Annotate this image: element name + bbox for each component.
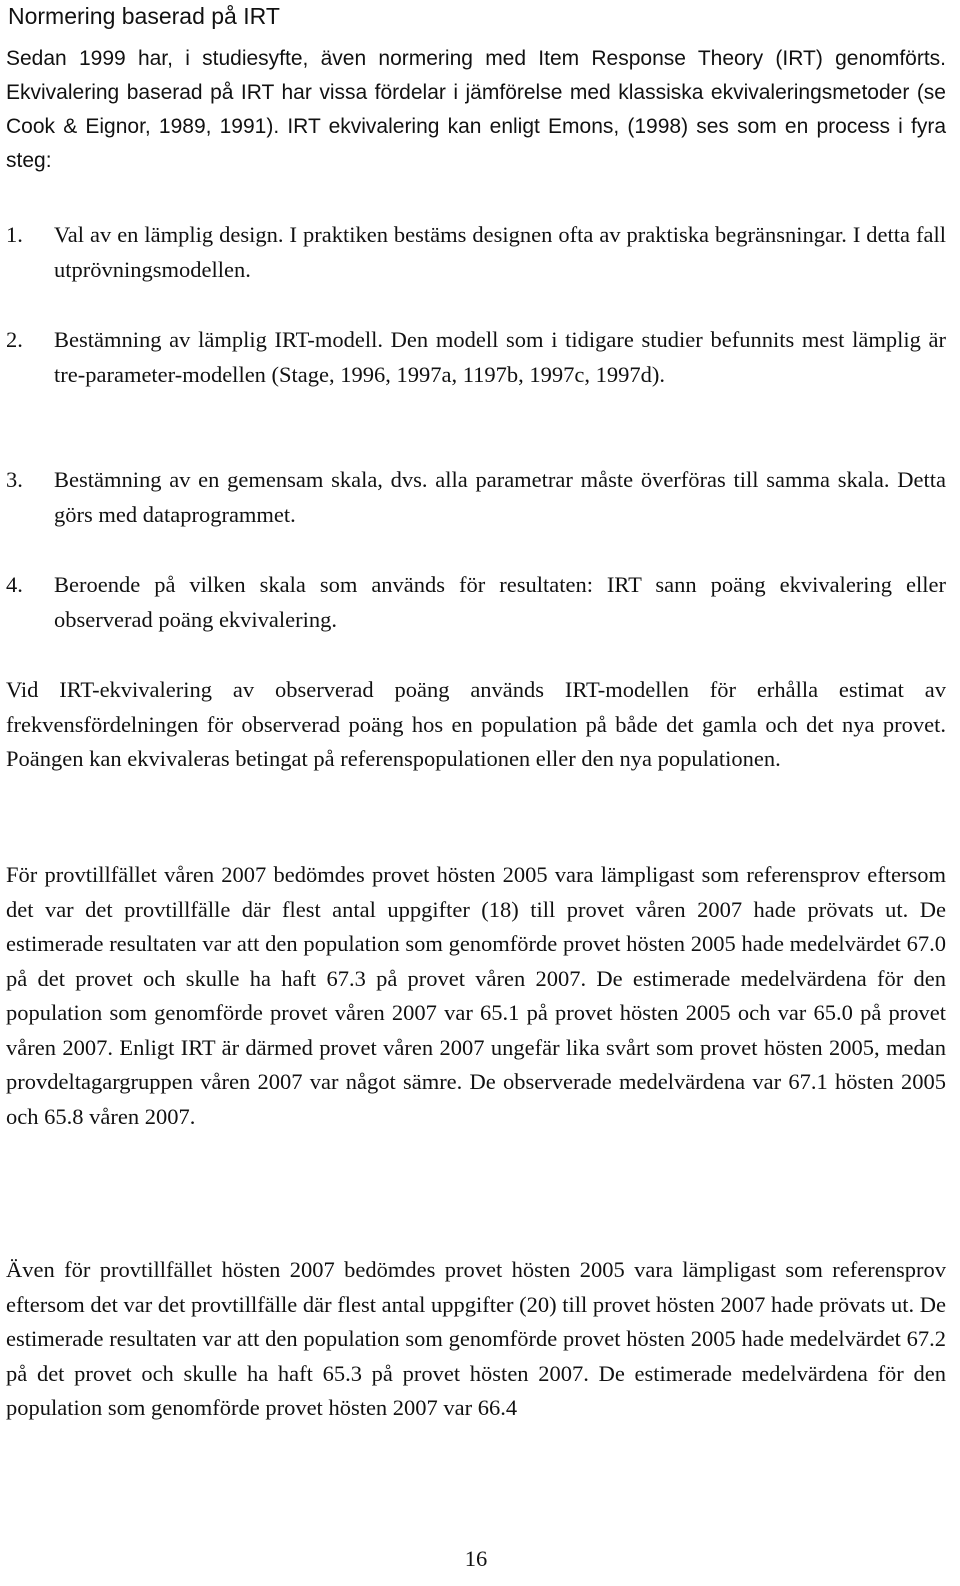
page-number: 16 [464,1546,488,1571]
step-item-4 [6,568,946,637]
paragraph-spring-2007: För provtillfället våren 2007 bedömdes provet hösten 2005 vara lämpligast som referensprov eftersom det var det provtillfälle där flest antal uppgifter (18) till provet våren 2007 hade prövats ut. De estimerade resultaten var att den population som genomförde provet hösten 2005 hade medelvärdet 67.0 på det provet och skulle ha haft 67.3 på provet våren 2007. De estimerade medelvärdena för den population som genomförde provet våren 2007 var 65.1 på provet hösten 2005 och var 65.0 på provet våren 2007. Enligt IRT är därmed provet våren 2007 ungefär lika svårt som provet hösten 2005, medan provdeltagargruppen våren 2007 var något sämre. De observerade medelvärdena var 67.1 hösten 2005 och 65.8 våren 2007. [6,862,946,1129]
intro-paragraph: Sedan 1999 har, i studiesyfte, även normering med Item Response Theory (IRT) genomförts. Ekvivalering baserad på IRT har vissa fördelar i jämförelse med klassiska ekvivaleringsmetoder (se Cook & Eignor, 1989, 1991). IRT ekvivalering kan enligt Emons, (1998) ses som en process i fyra steg: [6,47,946,172]
step-number: 3. [6,467,23,492]
step-number: 1. [6,222,23,247]
step-text: Bestämning av en gemensam skala, dvs. alla parametrar måste överföras till samma skala. Detta görs med dataprogrammet. [54,467,946,527]
section-heading: Normering baserad på IRT [8,3,280,29]
step-number: 2. [6,327,23,352]
paragraph-autumn-2007: Även för provtillfället hösten 2007 bedömdes provet hösten 2005 vara lämpligast som referensprov eftersom det var det provtillfälle där flest antal uppgifter (20) till provet hösten 2007 hade prövats ut. De estimerade resultaten var att den population som genomförde provet hösten 2005 hade medelvärdet 67.2 på det provet och skulle ha haft 65.3 på provet hösten 2007. De estimerade medelvärdena för den population som genomförde provet hösten 2007 var 66.4 [6,1257,946,1420]
step-item-1 [6,218,946,287]
step-item-3 [6,463,946,532]
document-page [6,0,946,1586]
paragraph-observed-score: Vid IRT-ekvivalering av observerad poäng används IRT-modellen för erhålla estimat av frekvensfördelningen för observerad poäng hos en population på både det gamla och det nya provet. Poängen kan ekvivaleras betingat på referenspopulationen eller den nya populationen. [6,677,946,771]
step-number: 4. [6,572,23,597]
step-text: Val av en lämplig design. I praktiken bestäms designen ofta av praktiska begränsningar. I detta fall utprövningsmodellen. [54,222,946,282]
step-item-2 [6,323,946,392]
step-text: Bestämning av lämplig IRT-modell. Den modell som i tidigare studier befunnits mest lämplig är tre-parameter-modellen (Stage, 1996, 1997a, 1197b, 1997c, 1997d). [54,327,946,387]
step-text: Beroende på vilken skala som används för resultaten: IRT sann poäng ekvivalering eller observerad poäng ekvivalering. [54,572,946,632]
